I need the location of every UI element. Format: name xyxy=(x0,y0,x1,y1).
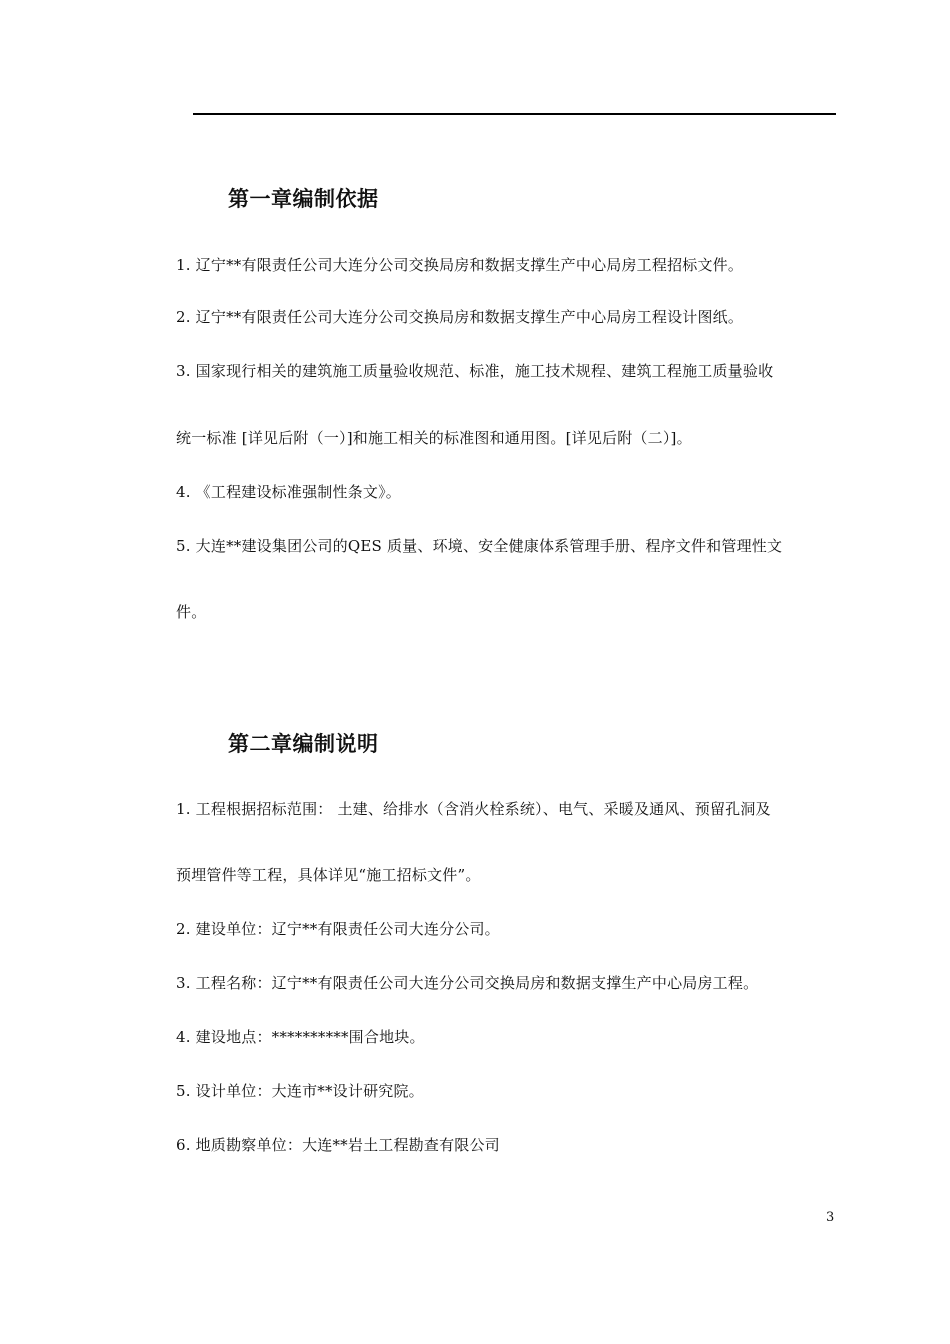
header-rule xyxy=(193,113,836,115)
chapter-1-item-3: 3. 国家现行相关的建筑施工质量验收规范、标准，施工技术规程、建筑工程施工质量验收 xyxy=(176,362,774,380)
chapter-2-item-4: 4. 建设地点：**********围合地块。 xyxy=(176,1028,425,1046)
chapter-1-heading: 第一章编制依据 xyxy=(228,187,379,211)
chapter-1-item-1: 1. 辽宁**有限责任公司大连分公司交换局房和数据支撑生产中心局房工程招标文件。 xyxy=(176,256,744,274)
chapter-1-item-2: 2. 辽宁**有限责任公司大连分公司交换局房和数据支撑生产中心局房工程设计图纸。 xyxy=(176,308,744,326)
chapter-1-item-5: 5. 大连**建设集团公司的QES 质量、环境、安全健康体系管理手册、程序文件和管理性文 xyxy=(176,537,783,555)
chapter-2-item-5: 5. 设计单位：大连市**设计研究院。 xyxy=(176,1082,424,1100)
chapter-1-item-4: 4. 《工程建设标准强制性条文》。 xyxy=(176,483,401,501)
chapter-2-item-6: 6. 地质勘察单位：大连**岩土工程勘查有限公司 xyxy=(176,1136,500,1154)
chapter-2-heading: 第二章编制说明 xyxy=(228,732,379,756)
chapter-2-item-2: 2. 建设单位：辽宁**有限责任公司大连分公司。 xyxy=(176,920,500,938)
chapter-1-item-3-cont: 统一标准 [详见后附（一）]和施工相关的标准图和通用图。[详见后附（二）]。 xyxy=(176,429,692,447)
chapter-2-item-1-cont: 预埋管件等工程，具体详见“施工招标文件”。 xyxy=(176,866,481,884)
chapter-2-item-3: 3. 工程名称：辽宁**有限责任公司大连分公司交换局房和数据支撑生产中心局房工程。 xyxy=(176,974,759,992)
chapter-2-item-1: 1. 工程根据招标范围： 土建、给排水（含消火栓系统）、电气、采暖及通风、预留孔洞及 xyxy=(176,800,771,818)
page-number: 3 xyxy=(826,1210,835,1225)
chapter-1-item-5-cont: 件。 xyxy=(176,603,207,621)
